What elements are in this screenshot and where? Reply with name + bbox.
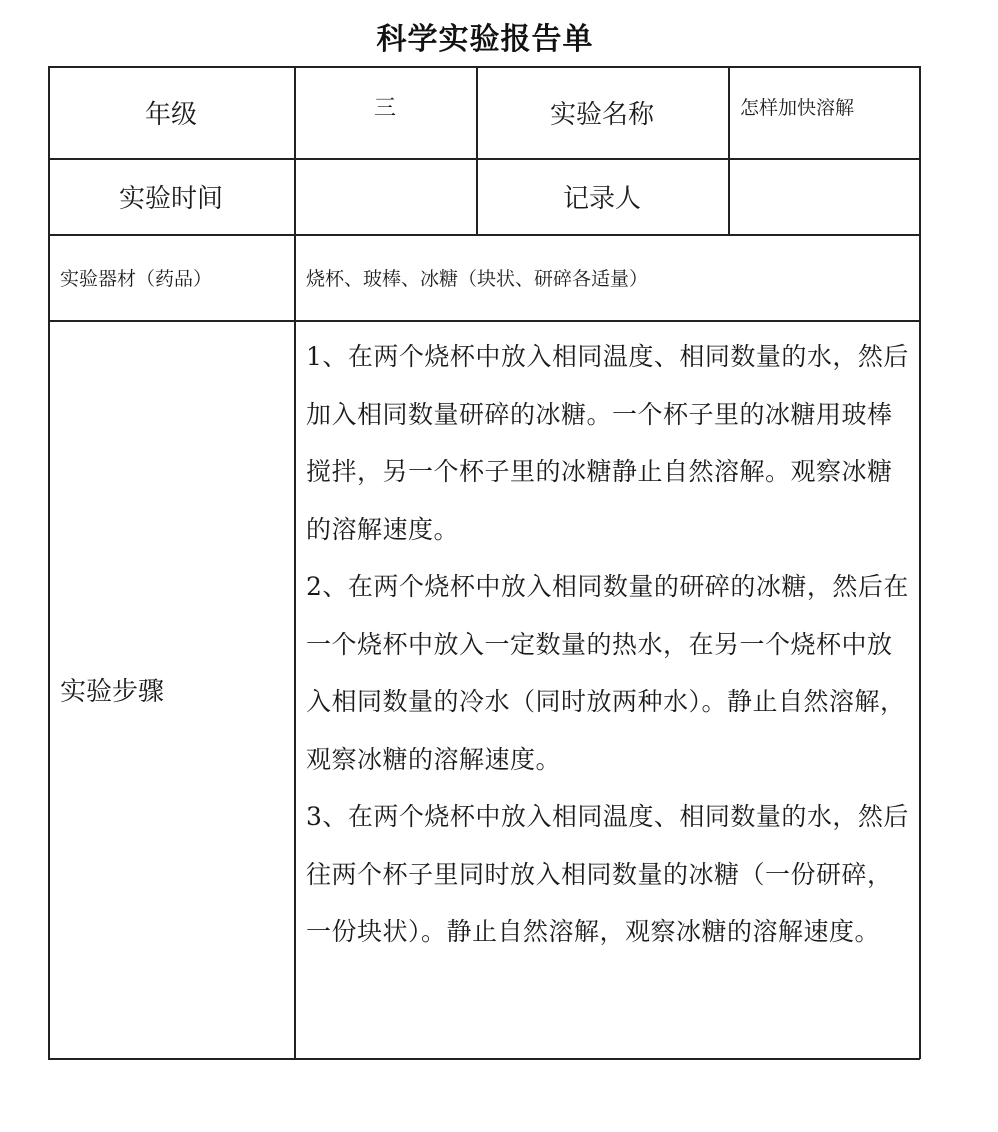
- steps-label: 实验步骤: [60, 676, 165, 707]
- grade-value: 三: [373, 95, 396, 121]
- recorder-value: [728, 158, 919, 234]
- experiment-time-value: [294, 158, 476, 234]
- experiment-time-label: 实验时间: [118, 183, 223, 214]
- step-item: 3、在两个烧杯中放入相同温度、相同数量的水，然后往两个杯子里同时放入相同数量的冰糖（一份研碎，一份块状）。静止自然溶解，观察冰糖的溶解速度。: [306, 802, 909, 946]
- recorder-label: 记录人: [562, 183, 641, 214]
- steps-content: [306, 328, 910, 961]
- grade-label: 年级: [144, 99, 197, 130]
- experiment-name-label: 实验名称: [549, 99, 654, 130]
- materials-label: 实验器材（药品）: [60, 267, 213, 290]
- step-item: 2、在两个烧杯中放入相同数量的研碎的冰糖，然后在一个烧杯中放入一定数量的热水，在另一个烧杯中放入相同数量的冷水（同时放两种水）。静止自然溶解，观察冰糖的溶解速度。: [306, 572, 909, 774]
- experiment-name-value: 怎样加快溶解: [740, 96, 855, 119]
- table-border-right: [919, 66, 921, 1059]
- report-title: 科学实验报告单: [376, 22, 594, 57]
- step-item: 1、在两个烧杯中放入相同温度、相同数量的水，然后加入相同数量研碎的冰糖。一个杯子里的冰糖用玻棒搅拌，另一个杯子里的冰糖静止自然溶解。观察冰糖的溶解速度。: [306, 342, 909, 544]
- materials-value: 烧杯、玻棒、冰糖（块状、研碎各适量）: [306, 267, 649, 290]
- table-border-bottom: [48, 1058, 920, 1060]
